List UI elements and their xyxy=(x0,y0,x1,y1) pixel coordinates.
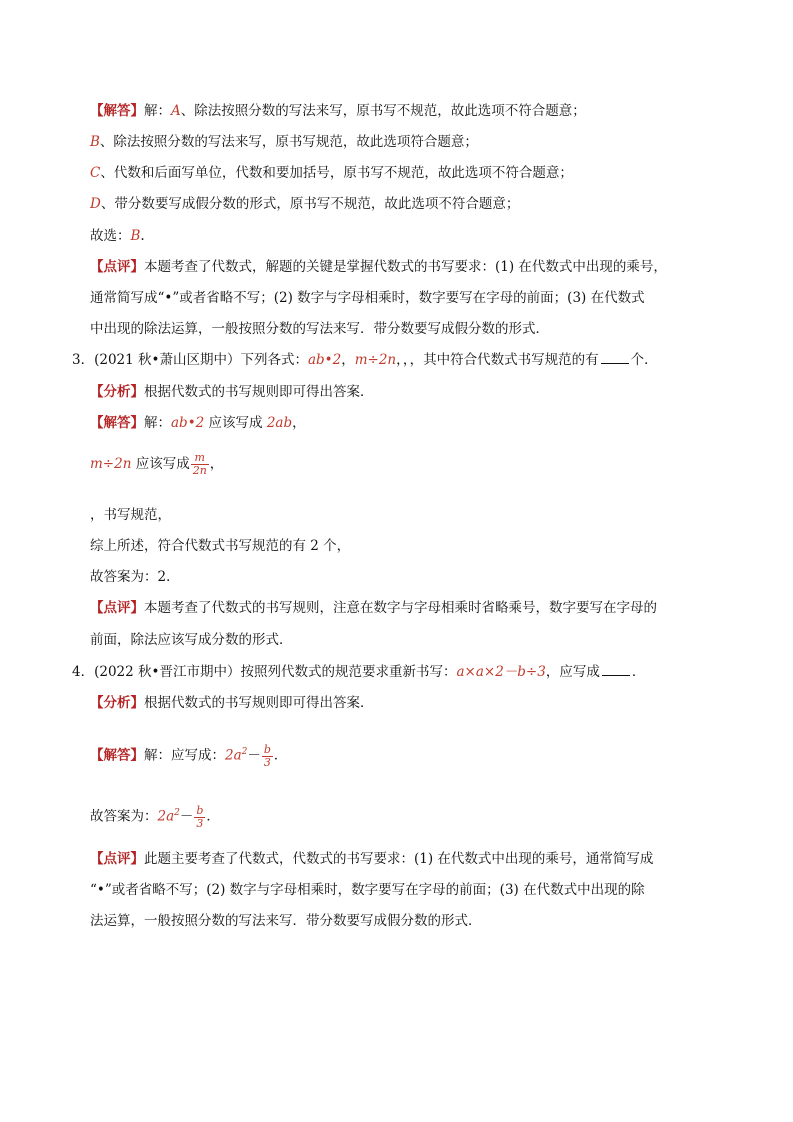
q3-answer-line-3: ，书写规范， xyxy=(90,507,171,523)
q4-comment-line-1: 【点评】此题主要考查了代数式，代数式的书写要求：(1) 在代数式中出现的乘号，通常简写成 xyxy=(90,851,654,867)
q2-answer-line-2: B、除法按照分数的写法来写，原书写规范，故此选项符合题意； xyxy=(90,134,478,150)
q3-comment-line-2: 前面，除法应该写成分数的形式． xyxy=(90,632,293,648)
answer-tag: 【解答】 xyxy=(90,103,144,119)
q3-question: 3．(2021 秋•萧山区期中）下列各式：ab•2，m÷2n，，，其中符合代数式书写规范的有 个． xyxy=(72,352,658,368)
q2-choose-line: 故选：B. xyxy=(90,228,145,244)
q2-comment-line-3: 中出现的除法运算，一般按照分数的写法来写．带分数要写成假分数的形式． xyxy=(90,321,549,337)
q2-answer-line-1: 【解答】解：A、除法按照分数的写法来写，原书写不规范，故此选项不符合题意； xyxy=(90,103,586,119)
q2-comment-line-1: 【点评】本题考查了代数式，解题的关键是掌握代数式的书写要求：(1) 在代数式中出现的乘号， xyxy=(90,259,667,275)
q3-answer-line-5: 故答案为：2． xyxy=(90,569,180,585)
fraction: $\frac{m}{2n}$ xyxy=(192,451,207,477)
comment-tag: 【点评】 xyxy=(90,259,144,275)
q3-answer-line-1: 【解答】解：ab•2 应该写成 2ab， xyxy=(90,415,306,431)
q4-comment-line-3: 法运算，一般按照分数的写法来写．带分数要写成假分数的形式． xyxy=(90,913,482,929)
question-number: 3． xyxy=(72,352,95,368)
q3-comment-line-1: 【点评】本题考查了代数式的书写规则，注意在数字与字母相乘时省略乘号，数字要写在字母的 xyxy=(90,600,657,616)
answer-blank xyxy=(602,663,630,676)
q4-question: 4．(2022 秋•晋江市期中）按照列代数式的规范要求重新书写：a×a×2－b÷3，应写成 ． xyxy=(72,664,646,680)
answer-blank xyxy=(601,351,629,364)
q2-comment-line-2: 通常简写成“•”或者省略不写；(2) 数字与字母相乘时，数字要写在字母的前面；(3) 在代数式 xyxy=(90,290,645,306)
q3-answer-line-2: m÷2n 应该写成 $\frac{m}{2n}$ ， xyxy=(90,451,224,477)
analysis-tag: 【分析】 xyxy=(90,695,144,711)
answer-tag: 【解答】 xyxy=(90,747,144,764)
q2-answer-line-3: C、代数和后面写单位，代数和要加括号，原书写不规范，故此选项不符合题意； xyxy=(90,165,573,181)
answer-tag: 【解答】 xyxy=(90,415,144,431)
q4-answer-line-2: 故答案为：$2a^2-$ $\frac{b}{3}$ ． xyxy=(90,803,220,830)
analysis-tag: 【分析】 xyxy=(90,384,144,400)
q3-analysis: 【分析】根据代数式的书写规则即可得出答案． xyxy=(90,384,374,400)
fraction: $\frac{b}{3}$ xyxy=(263,742,271,769)
fraction: $\frac{b}{3}$ xyxy=(196,803,204,830)
comment-tag: 【点评】 xyxy=(90,851,144,867)
q4-analysis: 【分析】根据代数式的书写规则即可得出答案． xyxy=(90,695,374,711)
q4-answer-line-1: 【解答】解：应写成：$2a^2-$ $\frac{b}{3}$ ． xyxy=(90,742,288,769)
question-number: 4． xyxy=(72,664,95,680)
q2-answer-line-4: D、带分数要写成假分数的形式，原书写不规范，故此选项不符合题意； xyxy=(90,196,520,212)
q4-comment-line-2: “•”或者省略不写；(2) 数字与字母相乘时，数字要写在字母的前面；(3) 在代数式中出现的除 xyxy=(90,882,645,898)
q3-answer-line-4: 综上所述，符合代数式书写规范的有 2 个， xyxy=(90,538,351,554)
comment-tag: 【点评】 xyxy=(90,600,144,616)
